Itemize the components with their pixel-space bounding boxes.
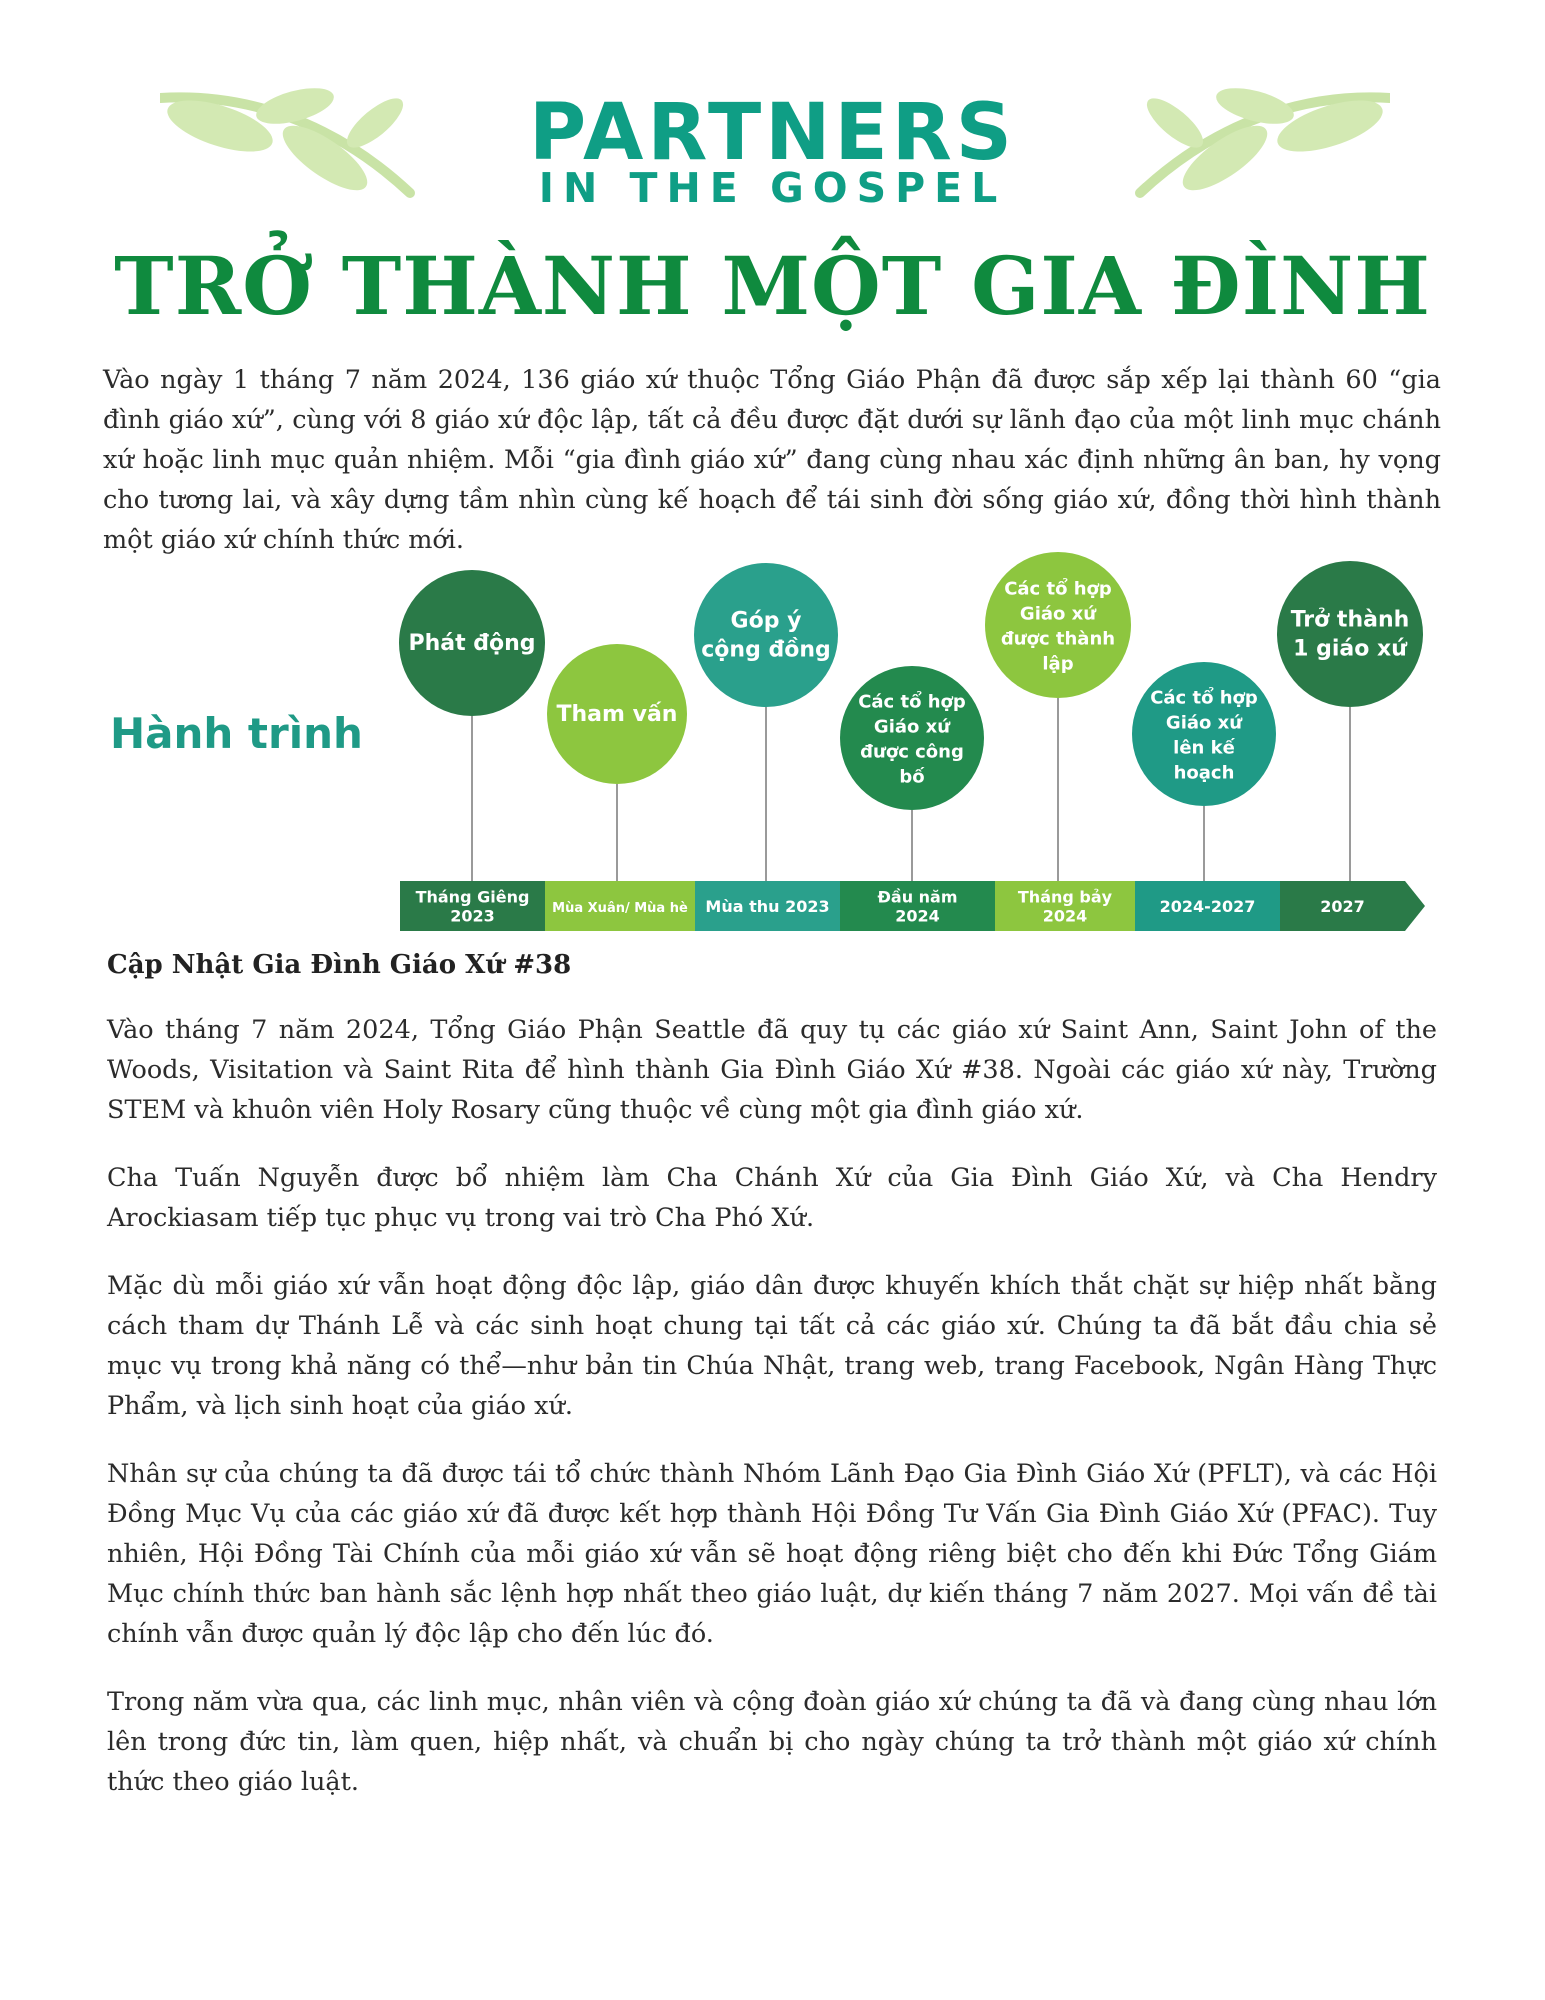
timeline-milestone-label: 1 giáo xứ xyxy=(1293,636,1407,662)
timeline-milestone-label: Các tổ hợp xyxy=(1150,687,1258,709)
logo-partners: PARTNERS xyxy=(529,88,1016,178)
timeline-milestone-circle xyxy=(840,666,984,810)
timeline-period-label: Mùa thu 2023 xyxy=(705,897,830,916)
timeline-milestone-label: cộng đồng xyxy=(701,637,831,663)
timeline-period-label: Tháng Giêng xyxy=(415,887,530,907)
timeline-milestone-label: Giáo xứ xyxy=(873,716,951,738)
timeline-milestone-circle xyxy=(1132,662,1276,806)
timeline-milestone-label: Các tổ hợp xyxy=(1004,578,1112,600)
timeline-period-label: 2027 xyxy=(1320,897,1365,916)
timeline-milestone-label: Giáo xứ xyxy=(1165,712,1243,734)
timeline-milestone-label: Giáo xứ xyxy=(1019,603,1097,625)
timeline-heading: Hành trình xyxy=(110,709,363,758)
update-paragraph-4: Nhân sự của chúng ta đã được tái tổ chức thành Nhóm Lãnh Đạo Gia Đình Giáo Xứ (PFLT), và các Hội Đồng Mục Vụ của các giáo xứ đã được kết hợp thành Hội Đồng Tư Vấn Gia Đình Giáo Xứ (PFAC). Tuy nhiên, Hội Đồng Tài Chính của mỗi giáo xứ vẫn sẽ hoạt động riêng biệt cho đến khi Đức Tổng Giám Mục chính thức ban hành sắc lệnh hợp nhất theo giáo luật, dự kiến tháng 7 năm 2027. Mọi vấn đề tài chính vẫn được quản lý độc lập cho đến lúc đó. xyxy=(107,1459,1437,1649)
timeline-period-label: 2024-2027 xyxy=(1159,897,1256,916)
timeline-period-label: 2024 xyxy=(1042,906,1088,926)
update-paragraph-3: Mặc dù mỗi giáo xứ vẫn hoạt động độc lập, giáo dân được khuyến khích thắt chặt sự hiệp nhất bằng cách tham dự Thánh Lễ và các sinh hoạt chung tại tất cả các giáo xứ. Chúng ta đã bắt đầu chia sẻ mục vụ trong khả năng có thể—như bản tin Chúa Nhật, trang web, trang Facebook, Ngân Hàng Thực Phẩm, và lịch sinh hoạt của giáo xứ. xyxy=(107,1271,1437,1421)
timeline-period-label: Tháng bảy xyxy=(1017,887,1113,907)
update-paragraph-1: Vào tháng 7 năm 2024, Tổng Giáo Phận Seattle đã quy tụ các giáo xứ Saint Ann, Saint John of the Woods, Visitation và Saint Rita để hình thành Gia Đình Giáo Xứ #38. Ngoài các giáo xứ này, Trường STEM và khuôn viên Holy Rosary cũng thuộc về cùng một gia đình giáo xứ. xyxy=(107,1015,1437,1125)
timeline-period-label: 2023 xyxy=(450,906,495,926)
intro-paragraph: Vào ngày 1 tháng 7 năm 2024, 136 giáo xứ thuộc Tổng Giáo Phận đã được sắp xếp lại thành 60 “gia đình giáo xứ”, cùng với 8 giáo xứ độc lập, tất cả đều được đặt dưới sự lãnh đạo của một linh mục chánh xứ hoặc linh mục quản nhiệm. Mỗi “gia đình giáo xứ” đang cùng nhau xác định những ân ban, hy vọng cho tương lai, và xây dựng tầm nhìn cùng kế hoạch để tái sinh đời sống giáo xứ, đồng thời hình thành một giáo xứ chính thức mới. xyxy=(103,365,1441,555)
timeline-milestone-circle xyxy=(694,563,838,707)
timeline-milestone-label: bố xyxy=(899,766,925,788)
timeline-period-label: Đầu năm xyxy=(877,887,958,907)
page-title: TRỞ THÀNH MỘT GIA ĐÌNH xyxy=(114,239,1431,333)
timeline-period-label: 2024 xyxy=(895,906,940,926)
timeline-milestone-circle xyxy=(1277,561,1423,707)
timeline-milestone-label: được công xyxy=(860,741,964,763)
update-heading: Cập Nhật Gia Đình Giáo Xứ #38 xyxy=(107,950,572,980)
logo-in-the-gospel: IN THE GOSPEL xyxy=(538,164,1007,212)
timeline-milestone-label: được thành xyxy=(1000,628,1116,650)
timeline-milestone-label: lên kế xyxy=(1173,737,1235,759)
timeline-milestone-circle xyxy=(985,552,1131,698)
update-paragraph-5: Trong năm vừa qua, các linh mục, nhân viên và cộng đoàn giáo xứ chúng ta đã và đang cùng nhau lớn lên trong đức tin, làm quen, hiệp nhất, và chuẩn bị cho ngày chúng ta trở thành một giáo xứ chính thức theo giáo luật. xyxy=(107,1687,1437,1797)
timeline-milestone-label: Phát động xyxy=(408,631,536,656)
timeline-milestone-label: Tham vấn xyxy=(556,702,678,727)
timeline-milestone-label: Trở thành xyxy=(1290,607,1410,633)
update-paragraph-2: Cha Tuấn Nguyễn được bổ nhiệm làm Cha Chánh Xứ của Gia Đình Giáo Xứ, và Cha Hendry Arockiasam tiếp tục phục vụ trong vai trò Cha Phó Xứ. xyxy=(107,1163,1437,1233)
timeline-period-label: Mùa Xuân/ Mùa hè xyxy=(552,901,688,916)
timeline-milestone-label: Các tổ hợp xyxy=(858,691,966,713)
timeline-milestone-label: Góp ý xyxy=(730,608,802,634)
timeline-milestone-label: hoạch xyxy=(1173,762,1235,784)
journey-timeline xyxy=(100,548,1450,938)
timeline-milestone-label: lập xyxy=(1042,653,1074,675)
